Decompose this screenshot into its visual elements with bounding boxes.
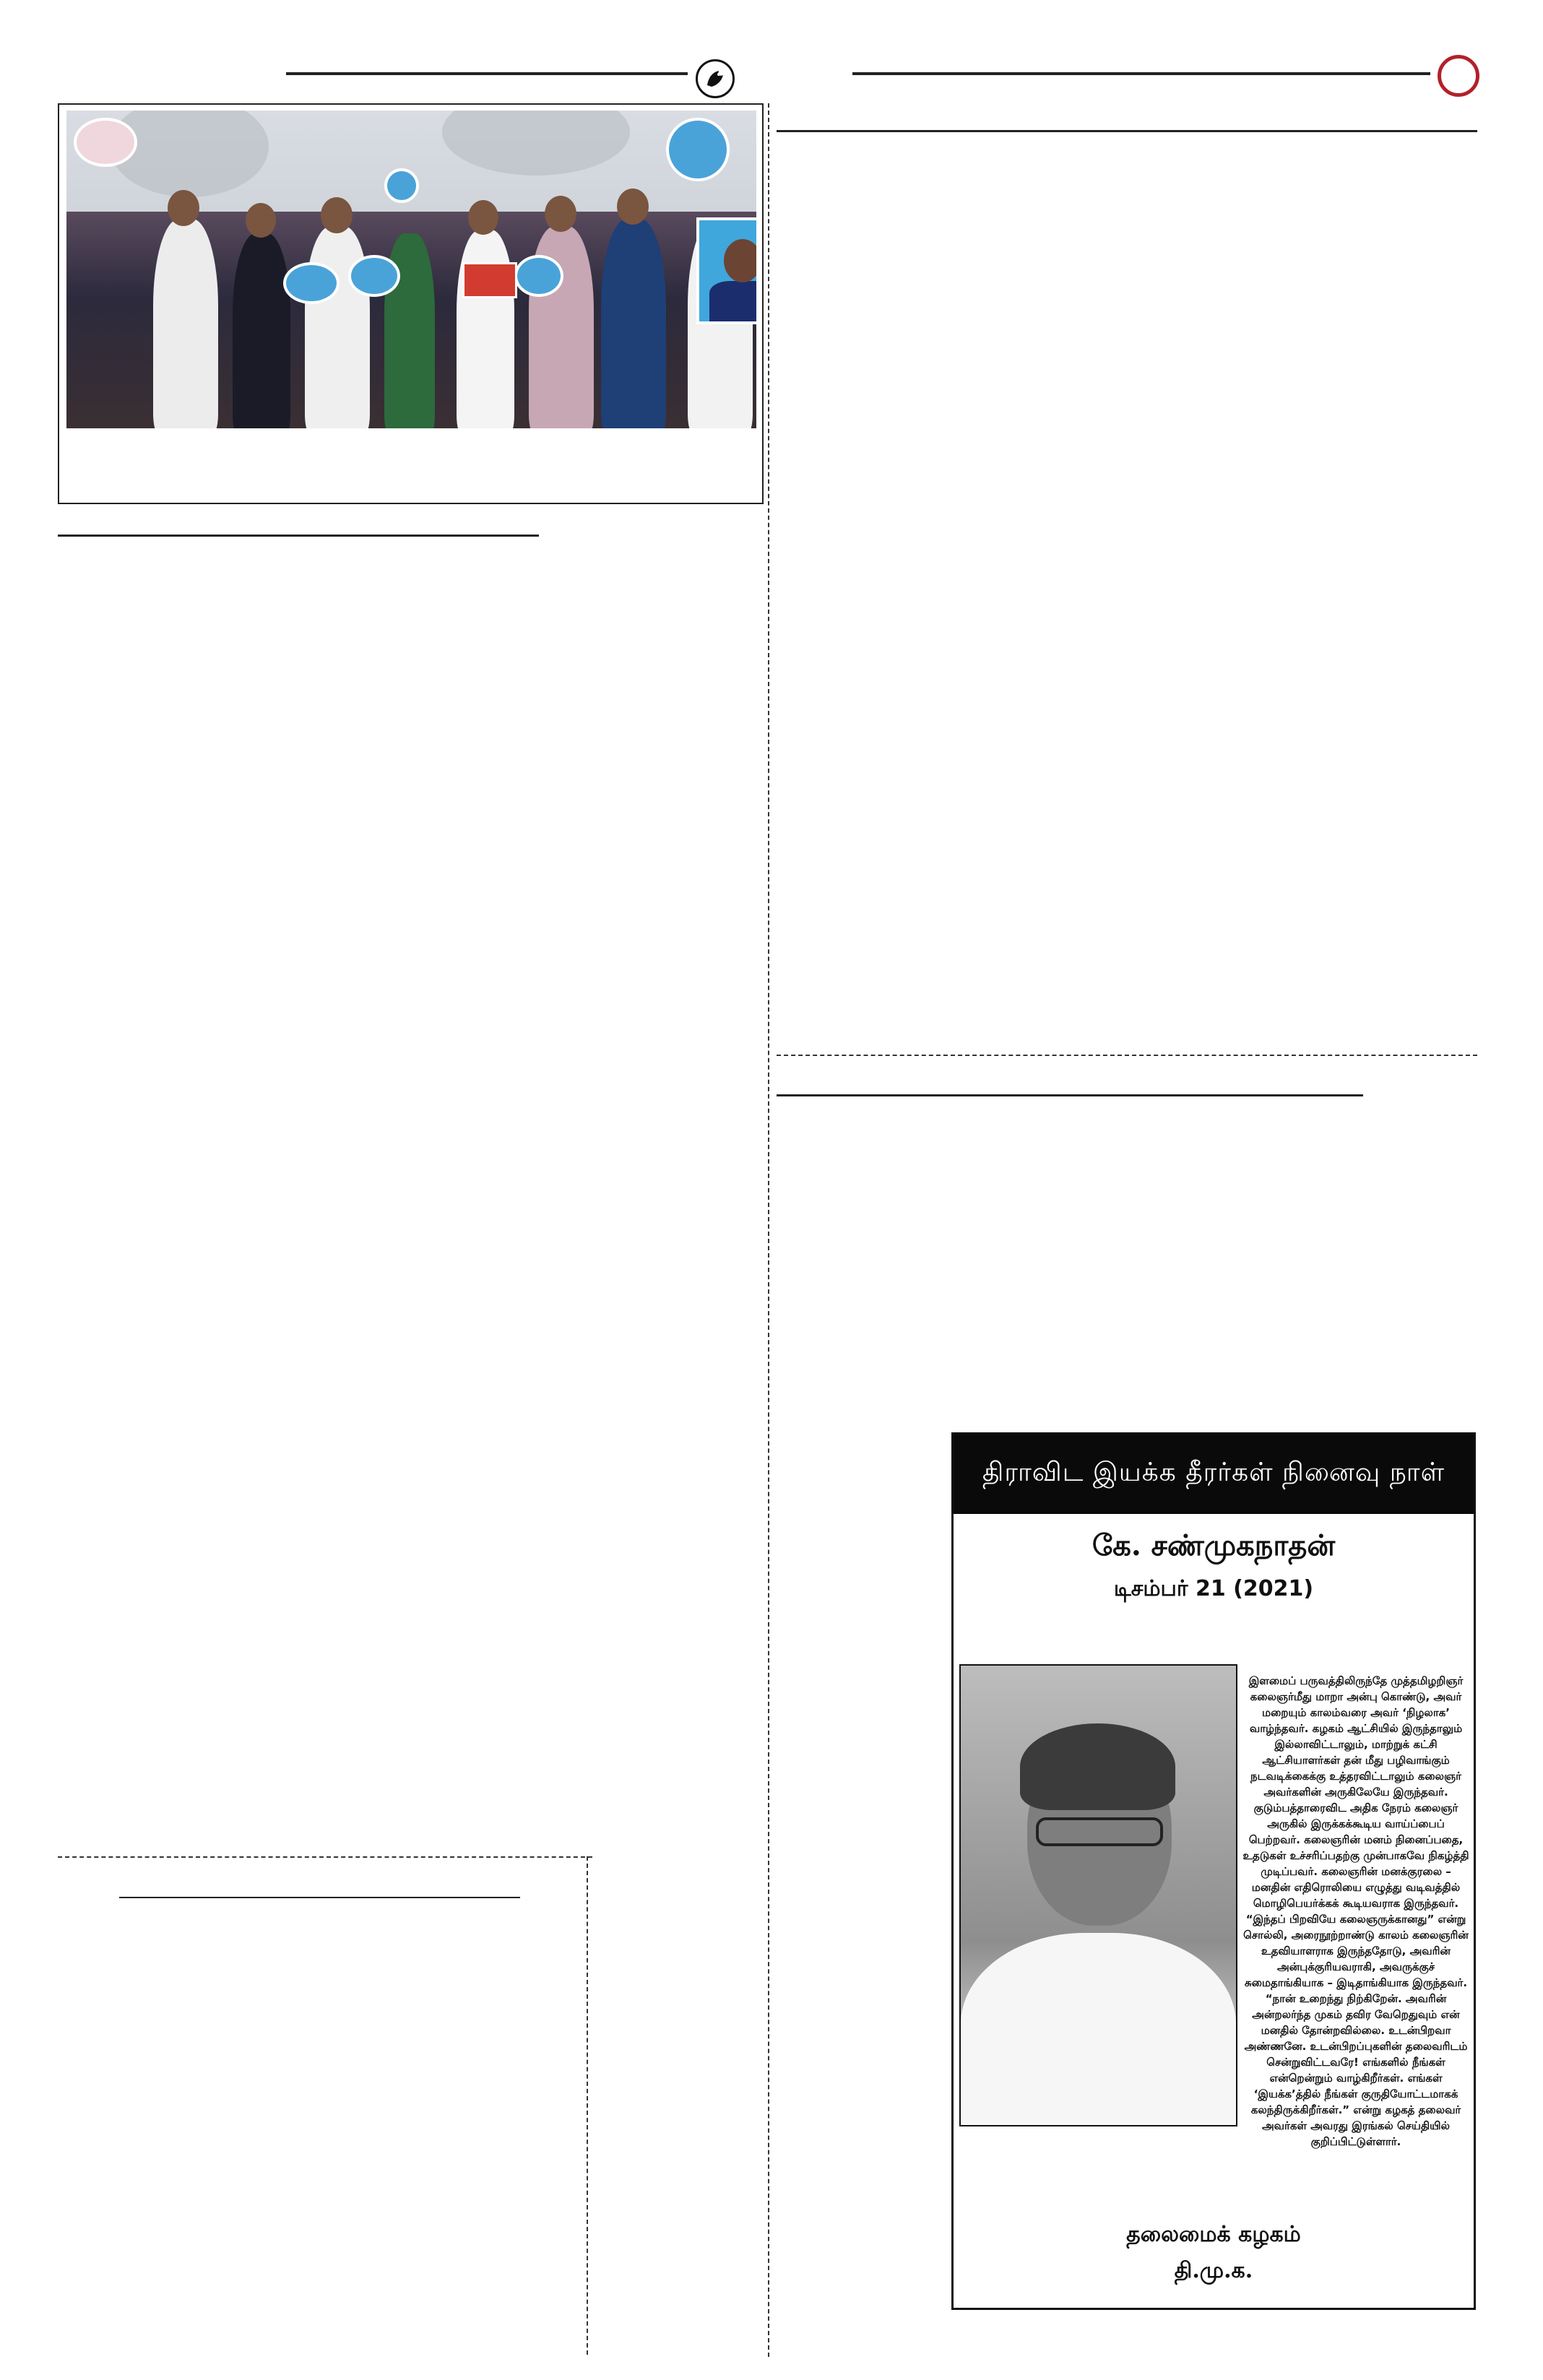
memorial-date: டிசம்பர் 21 (2021)	[1113, 1576, 1314, 1601]
portrait-placard	[696, 217, 756, 324]
right-section-divider	[777, 1055, 1477, 1056]
right-mid-rule	[777, 1094, 1363, 1096]
rising-sun-emblem-icon	[1438, 55, 1479, 97]
left-box-rule	[119, 1897, 520, 1898]
party-emblem-icon	[696, 59, 735, 98]
memorial-name: கே. சண்முகநாதன்	[1092, 1528, 1336, 1562]
masthead-rule-right	[852, 72, 1430, 75]
memorial-portrait	[959, 1664, 1237, 2126]
protest-photo	[66, 111, 756, 428]
news-photo-frame	[58, 103, 764, 504]
memorial-signature-org: தலைமைக் கழகம்	[1126, 2222, 1301, 2247]
column-divider	[768, 103, 769, 2357]
masthead-rule-left	[286, 72, 688, 75]
left-section-divider	[58, 1856, 592, 1858]
memorial-signature-party: தி.மு.க.	[1174, 2258, 1253, 2283]
memorial-tribute-text: இளமைப் பருவத்திலிருந்தே முத்தமிழறிஞர் கலைஞர்மீது மாறா அன்பு கொண்டு, அவர் மறையும் காலம்வரை அவர் ‘நிழலாக’ வாழ்ந்தவர். கழகம் ஆட்சியில் இருந்தாலும் இல்லாவிட்டாலும், மாற்றுக் கட்சி ஆட்சியாளர்கள் தன் மீது பழிவாங்கும் நடவடிக்கைக்கு உத்தரவிட்டாலும் கலைஞர் அவர்களின் அருகிலேயே இருந்தவர். குடும்பத்தாரைவிட அதிக நேரம் கலைஞர் அருகில் இருக்கக்கூடிய வாய்ப்பைப் பெற்றவர். கலைஞரின் மனம் நினைப்பதை, உதடுகள் உச்சரிப்பதற்கு முன்பாகவே நிகழ்த்தி முடிப்பவர். கலைஞரின் மனக்குரலை – மனதின் எதிரொலியை எழுத்து வடிவத்தில் மொழிபெயர்க்கக் கூடியவராக இருந்தவர். “இந்தப் பிறவியே கலைஞருக்கானது” என்று சொல்லி, அரைநூற்றாண்டு காலம் கலைஞரின் உதவியாளராக இருந்ததோடு, அவரின் அன்புக்குரியவராகி, அவருக்குச் சுமைதாங்கியாக – இடிதாங்கியாக இருந்தவர். “நான் உறைந்து நிற்கிறேன். அவரின் அன்றலர்ந்த முகம் தவிர வேறெதுவும் என் மனதில் தோன்றவில்லை. உடன்பிறவா அண்ணனே. உடன்பிறப்புகளின் தலைவரிடம் சென்றுவிட்டவரே! எங்களில் நீங்கள் என்றென்றும் வாழ்கிறீர்கள். எங்கள் ‘இயக்க’த்தில் நீங்கள் குருதியோட்டமாகக் கலந்திருக்கிறீர்கள்.” என்று கழகத் தலைவர் அவர்கள் அவரது இரங்கல் செய்தியில் குறிப்பிட்டுள்ளார்.	[1242, 1674, 1469, 2148]
memorial-advertisement	[951, 1432, 1476, 2310]
left-box-divider	[587, 1856, 588, 2355]
right-top-rule	[777, 130, 1477, 132]
memorial-banner: திராவிட இயக்க தீரர்கள் நினைவு நாள்	[954, 1435, 1474, 1514]
left-section-rule	[58, 535, 539, 537]
